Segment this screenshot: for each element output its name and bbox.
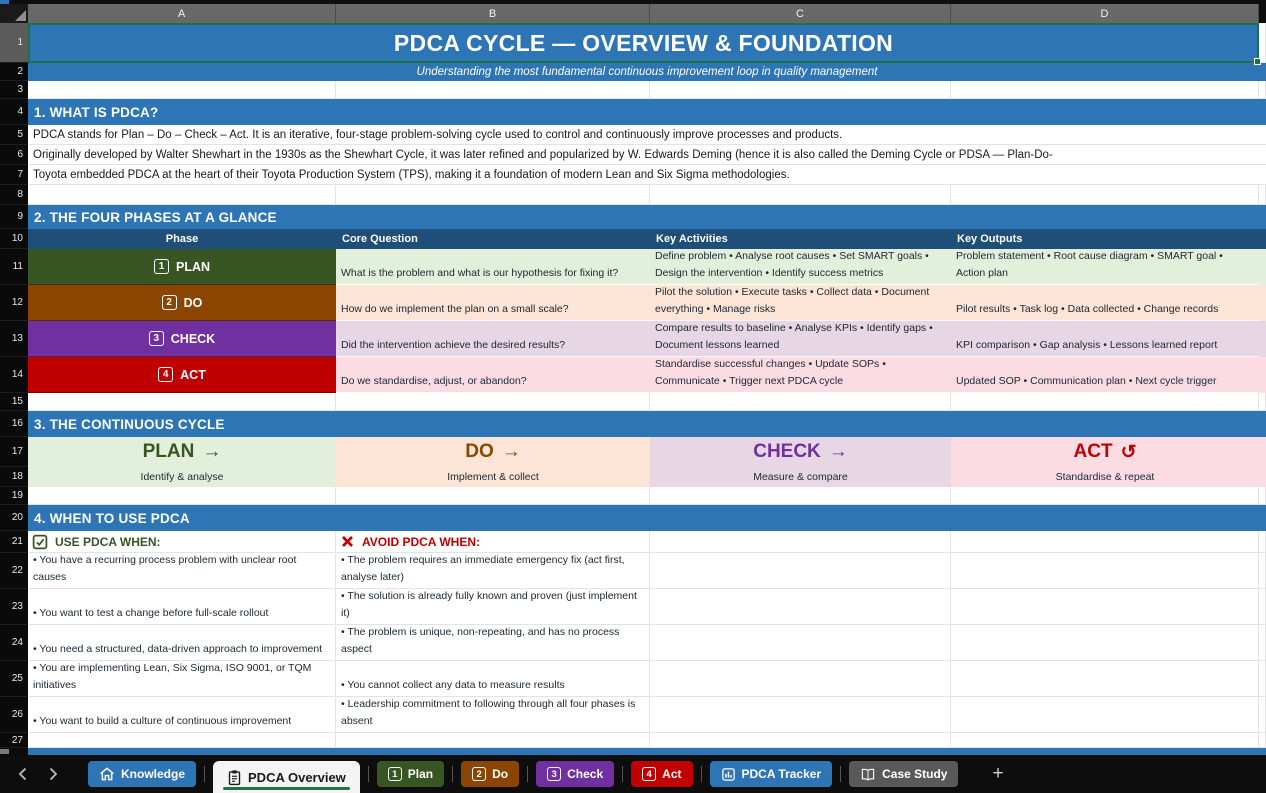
cell-sliver (1259, 321, 1266, 357)
tab-pdca-tracker[interactable] (710, 761, 833, 787)
row-header-18[interactable]: 18 (0, 467, 28, 487)
chevron-left-icon[interactable] (18, 767, 27, 781)
cell-sliver (1259, 229, 1266, 249)
scrollbar-gutter (0, 748, 28, 755)
arrow-right-icon: → (202, 441, 222, 462)
empty-cell[interactable] (650, 553, 951, 589)
number-2-icon: 2 (472, 767, 486, 781)
phase-label: PLAN (175, 259, 211, 274)
tab-label: Act (662, 767, 682, 781)
check-activities-cell[interactable]: Compare results to baseline • Analyse KPIs • Identify gaps • Document lessons learned (650, 321, 951, 357)
row-header-26[interactable]: 26 (0, 697, 28, 733)
phase-cell-plan[interactable] (28, 249, 336, 285)
tab-separator (527, 766, 528, 782)
section1-heading[interactable]: 1. WHAT IS PDCA? (28, 99, 1266, 125)
cell-sliver (1259, 437, 1266, 467)
tab-label: Plan (407, 767, 434, 781)
plan-activities-cell[interactable]: Define problem • Analyse root causes • Set SMART goals • Design the intervention • Identify success metrics (650, 249, 951, 285)
row-header-14[interactable]: 14 (0, 357, 28, 393)
avoid-item-cell[interactable]: • The solution is already fully known and proven (just implement it) (336, 589, 650, 625)
tab-label: Check (567, 767, 604, 781)
tab-separator (840, 766, 841, 782)
row-header-27[interactable]: 27 (0, 733, 28, 748)
phase-cell-check[interactable] (28, 321, 336, 357)
tab-check[interactable] (536, 761, 614, 787)
use-item-cell[interactable]: • You are implementing Lean, Six Sigma, ISO 9001, or TQM initiatives (28, 661, 336, 697)
cell-sliver (1259, 81, 1266, 99)
cycle-plan-caption[interactable]: Identify & analyse (28, 467, 336, 487)
empty-cell[interactable] (951, 81, 1259, 99)
empty-cell[interactable] (951, 393, 1259, 411)
title-cell[interactable] (28, 23, 1259, 63)
row-header-12[interactable]: 12 (0, 285, 28, 321)
tab-knowledge[interactable] (88, 761, 196, 787)
tab-separator (204, 766, 205, 782)
do-question-cell[interactable]: How do we implement the plan on a small scale? (336, 285, 650, 321)
column-header-d[interactable]: D (951, 4, 1259, 23)
phase-label: ACT (180, 367, 206, 382)
select-all-corner[interactable] (0, 4, 28, 23)
number-4-icon: 4 (642, 767, 656, 781)
table-header-key-activities[interactable]: Key Activities (650, 229, 951, 249)
act-outputs-cell[interactable]: Updated SOP • Communication plan • Next cycle trigger (951, 357, 1259, 393)
section4-heading[interactable]: 4. WHEN TO USE PDCA (28, 505, 1266, 531)
table-header-core-question[interactable]: Core Question (336, 229, 650, 249)
add-sheet-button[interactable]: + (992, 763, 1004, 784)
empty-cell[interactable] (28, 81, 336, 99)
horizontal-scrollbar-thumb[interactable] (28, 748, 1266, 755)
number-1-icon: 1 (388, 767, 402, 781)
cycle-check-caption[interactable]: Measure & compare (650, 467, 951, 487)
table-header-key-outputs[interactable]: Key Outputs (951, 229, 1259, 249)
section3-heading[interactable]: 3. THE CONTINUOUS CYCLE (28, 411, 1266, 437)
row-header-6[interactable]: 6 (0, 145, 28, 165)
empty-cell[interactable] (336, 487, 650, 505)
cell-sliver (1259, 661, 1266, 697)
column-header-b[interactable]: B (336, 4, 650, 23)
cycle-do-caption[interactable]: Implement & collect (336, 467, 650, 487)
subtitle-cell[interactable]: Understanding the most fundamental continuous improvement loop in quality management (28, 63, 1266, 81)
cell-sliver (1259, 467, 1266, 487)
horizontal-scrollbar[interactable] (0, 748, 1266, 755)
chevron-right-icon[interactable] (49, 767, 58, 781)
scrollbar-end-cap (0, 749, 9, 754)
empty-cell[interactable] (28, 733, 336, 748)
empty-cell[interactable] (28, 487, 336, 505)
cell-sliver (1259, 23, 1266, 63)
avoid-pdca-header-cell[interactable] (336, 531, 650, 553)
bar-chart-icon (721, 767, 736, 782)
avoid-item-cell[interactable]: • Leadership commitment to following through all four phases is absent (336, 697, 650, 733)
cell-sliver (1259, 249, 1266, 285)
empty-cell[interactable] (336, 393, 650, 411)
row-header-2[interactable]: 2 (0, 63, 28, 81)
tab-label: Do (492, 767, 509, 781)
tab-do[interactable] (461, 761, 519, 787)
select-all-triangle-icon (15, 10, 26, 21)
section1-line-2[interactable]: Originally developed by Walter Shewhart in the 1930s as the Shewhart Cycle, it was later refined and popularized by W. Edwards Deming (hence it is also called the Deming Cycle or PDSA — Plan-Do- (28, 145, 1266, 165)
phase-label: DO (183, 295, 203, 310)
tab-act[interactable] (631, 761, 692, 787)
cell-sliver (1259, 285, 1266, 321)
selection-handle[interactable] (1254, 58, 1261, 65)
cell-sliver (1259, 697, 1266, 733)
row-header-11[interactable]: 11 (0, 249, 28, 285)
row-header-17[interactable]: 17 (0, 437, 28, 467)
home-icon (99, 766, 115, 782)
plan-question-cell[interactable]: What is the problem and what is our hypothesis for fixing it? (336, 249, 650, 285)
row-header-8[interactable]: 8 (0, 185, 28, 205)
sheet-tab-bar (0, 755, 1266, 793)
empty-cell[interactable] (650, 733, 951, 748)
tab-pdca-overview[interactable] (213, 761, 360, 793)
section1-line-1[interactable]: PDCA stands for Plan – Do – Check – Act. It is an iterative, four-stage problem-solving cycle used to control and continuously improve processes and products. (28, 125, 1266, 145)
do-activities-cell[interactable]: Pilot the solution • Execute tasks • Collect data • Document everything • Manage risks (650, 285, 951, 321)
empty-cell[interactable] (336, 81, 650, 99)
row-header-20[interactable]: 20 (0, 505, 28, 531)
row-header-3[interactable]: 3 (0, 81, 28, 99)
cell-sliver (1259, 357, 1266, 393)
section2-heading[interactable]: 2. THE FOUR PHASES AT A GLANCE (28, 205, 1266, 229)
row-header-15[interactable]: 15 (0, 393, 28, 411)
empty-cell[interactable] (336, 733, 650, 748)
row-header-19[interactable]: 19 (0, 487, 28, 505)
use-item-cell[interactable]: • You need a structured, data-driven approach to improvement (28, 625, 336, 661)
cycle-label: CHECK (753, 441, 821, 462)
use-item-cell[interactable]: • You want to test a change before full-scale rollout (28, 589, 336, 625)
empty-cell[interactable] (650, 589, 951, 625)
empty-cell[interactable] (650, 661, 951, 697)
cycle-plan-cell[interactable] (28, 437, 336, 467)
row-header-25[interactable]: 25 (0, 661, 28, 697)
row-header-4[interactable]: 4 (0, 99, 28, 125)
row-header-9[interactable]: 9 (0, 205, 28, 229)
empty-cell[interactable] (650, 531, 951, 553)
use-item-cell[interactable]: • You have a recurring process problem with unclear root causes (28, 553, 336, 589)
loop-arrow-icon: ↺ (1120, 441, 1137, 463)
phase-1-icon: 1 (154, 259, 169, 274)
cycle-check-cell[interactable] (650, 437, 951, 467)
row-header-24[interactable]: 24 (0, 625, 28, 661)
empty-cell[interactable] (650, 625, 951, 661)
empty-cell[interactable] (951, 697, 1259, 733)
phase-cell-do[interactable] (28, 285, 336, 321)
table-header-phase[interactable]: Phase (28, 229, 336, 249)
active-tab-underline (223, 787, 350, 790)
cycle-do-cell[interactable] (336, 437, 650, 467)
cell-sliver (1259, 487, 1266, 505)
cycle-act-caption[interactable]: Standardise & repeat (951, 467, 1259, 487)
x-mark-icon (340, 534, 355, 549)
empty-cell[interactable] (951, 185, 1259, 205)
column-header-c[interactable]: C (650, 4, 951, 23)
cycle-act-cell[interactable] (951, 437, 1259, 467)
number-3-icon: 3 (547, 767, 561, 781)
arrow-right-icon: → (828, 441, 848, 462)
section1-line-3[interactable]: Toyota embedded PDCA at the heart of their Toyota Production System (TPS), making it a foundation of modern Lean and Six Sigma methodologies. (28, 165, 1266, 185)
empty-cell[interactable] (650, 81, 951, 99)
empty-cell[interactable] (951, 733, 1259, 748)
cell-sliver (1259, 625, 1266, 661)
row-header-1[interactable]: 1 (0, 23, 28, 63)
avoid-item-cell[interactable]: • The problem requires an immediate emergency fix (act first, analyse later) (336, 553, 650, 589)
phase-2-icon: 2 (162, 295, 177, 310)
check-outputs-cell[interactable]: KPI comparison • Gap analysis • Lessons learned report (951, 321, 1259, 357)
cycle-label: DO (465, 441, 494, 462)
row-header-22[interactable]: 22 (0, 553, 28, 589)
avoid-item-cell[interactable]: • You cannot collect any data to measure results (336, 661, 650, 697)
open-book-icon (860, 767, 876, 782)
empty-cell[interactable] (650, 185, 951, 205)
page-title: PDCA CYCLE — OVERVIEW & FOUNDATION (393, 29, 894, 56)
tab-plan[interactable] (377, 761, 444, 787)
use-pdca-header-cell[interactable] (28, 531, 336, 553)
use-pdca-title: USE PDCA WHEN: (55, 534, 161, 549)
avoid-item-cell[interactable]: • The problem is unique, non-repeating, and has no process aspect (336, 625, 650, 661)
window-top-strip (0, 0, 1266, 4)
act-activities-cell[interactable]: Standardise successful changes • Update SOPs • Communicate • Trigger next PDCA cycle (650, 357, 951, 393)
empty-cell[interactable] (650, 697, 951, 733)
cycle-label: PLAN (142, 441, 195, 462)
phase-label: CHECK (170, 331, 216, 346)
avoid-pdca-title: AVOID PDCA WHEN: (362, 534, 480, 549)
column-header-a[interactable]: A (28, 4, 336, 23)
check-question-cell[interactable]: Did the intervention achieve the desired results? (336, 321, 650, 357)
use-item-cell[interactable]: • You want to build a culture of continuous improvement (28, 697, 336, 733)
row-header-23[interactable]: 23 (0, 589, 28, 625)
cell-sliver (1259, 589, 1266, 625)
empty-cell[interactable] (951, 553, 1259, 589)
tab-label: PDCA Tracker (741, 767, 822, 781)
empty-cell[interactable] (951, 589, 1259, 625)
empty-cell[interactable] (650, 393, 951, 411)
tab-label: PDCA Overview (248, 769, 346, 785)
cell-sliver (1259, 393, 1266, 411)
row-header-16[interactable]: 16 (0, 411, 28, 437)
empty-cell[interactable] (951, 625, 1259, 661)
tab-separator (622, 766, 623, 782)
phase-cell-act[interactable] (28, 357, 336, 393)
tab-separator (452, 766, 453, 782)
row-header-10[interactable]: 10 (0, 229, 28, 249)
empty-cell[interactable] (650, 487, 951, 505)
empty-cell[interactable] (336, 185, 650, 205)
tab-separator (701, 766, 702, 782)
phase-4-icon: 4 (158, 367, 173, 382)
empty-cell[interactable] (28, 393, 336, 411)
column-header-row (0, 4, 1266, 23)
tab-label: Knowledge (121, 767, 186, 781)
cell-sliver (1259, 531, 1266, 553)
row-header-7[interactable]: 7 (0, 165, 28, 185)
checkbox-checked-icon (32, 534, 48, 550)
plan-outputs-cell[interactable]: Problem statement • Root cause diagram • SMART goal • Action plan (951, 249, 1259, 285)
empty-cell[interactable] (951, 661, 1259, 697)
tab-case-study[interactable] (849, 761, 958, 787)
row-header-5[interactable]: 5 (0, 125, 28, 145)
phase-3-icon: 3 (149, 331, 164, 346)
cell-sliver (1259, 185, 1266, 205)
clipboard-icon (227, 769, 242, 786)
tab-separator (368, 766, 369, 782)
row-header-13[interactable]: 13 (0, 321, 28, 357)
act-question-cell[interactable]: Do we standardise, adjust, or abandon? (336, 357, 650, 393)
cell-sliver (1259, 733, 1266, 748)
tab-label: Case Study (882, 767, 948, 781)
row-header-21[interactable]: 21 (0, 531, 28, 553)
do-outputs-cell[interactable]: Pilot results • Task log • Data collected • Change records (951, 285, 1259, 321)
cycle-label: ACT (1073, 441, 1113, 462)
empty-cell[interactable] (951, 531, 1259, 553)
sheet-nav (18, 767, 58, 781)
cell-sliver (1259, 553, 1266, 589)
empty-cell[interactable] (28, 185, 336, 205)
empty-cell[interactable] (951, 487, 1259, 505)
arrow-right-icon: → (501, 441, 521, 462)
